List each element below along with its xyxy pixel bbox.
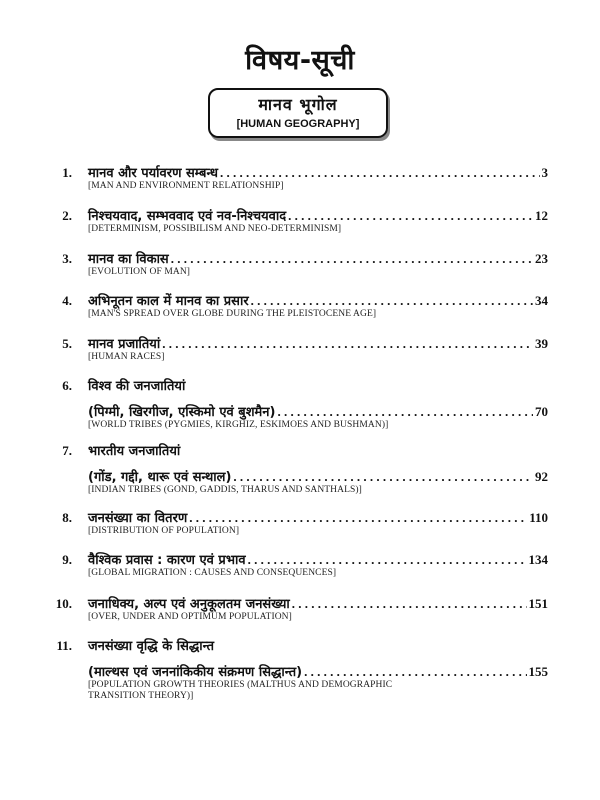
entry-number: 10. bbox=[55, 596, 72, 611]
entry-title: मानव प्रजातियां bbox=[88, 337, 161, 352]
entry-page: 34 bbox=[535, 293, 548, 308]
dot-leader bbox=[220, 165, 539, 181]
entry-english: [OVER, UNDER AND OPTIMUM POPULATION] bbox=[88, 612, 292, 622]
entry-page: 12 bbox=[535, 208, 548, 223]
entry-heading: विश्व की जनजातियां bbox=[88, 379, 186, 394]
entry-title-line bbox=[88, 291, 548, 309]
entry-number: 1. bbox=[62, 165, 72, 180]
entry-title: जनाधिक्य, अल्प एवं अनुकूलतम जनसंख्या bbox=[88, 597, 290, 612]
section-title-hindi: मानव भूगोल bbox=[258, 95, 338, 114]
entry-number: 8. bbox=[62, 510, 72, 525]
entry-page: 110 bbox=[529, 510, 548, 525]
section-title-english: [HUMAN GEOGRAPHY] bbox=[236, 118, 360, 130]
dot-leader bbox=[233, 469, 533, 485]
dot-leader bbox=[189, 510, 527, 526]
entry-page: 151 bbox=[528, 596, 548, 611]
entry-number: 5. bbox=[62, 336, 72, 351]
dot-leader bbox=[171, 251, 533, 267]
entry-english: [MAN'S SPREAD OVER GLOBE DURING THE PLEISTOCENE AGE] bbox=[88, 309, 377, 319]
entry-page: 134 bbox=[528, 552, 548, 567]
entry-title: मानव और पर्यावरण सम्बन्ध bbox=[88, 166, 219, 181]
entry-number: 9. bbox=[62, 552, 72, 567]
entry-english: [HUMAN RACES] bbox=[88, 352, 165, 362]
entry-english: [INDIAN TRIBES (GOND, GADDIS, THARUS AND SANTHALS)] bbox=[88, 485, 362, 495]
dot-leader bbox=[277, 404, 533, 420]
entry-english: [POPULATION GROWTH THEORIES (MALTHUS AND DEMOGRAPHIC bbox=[88, 680, 393, 690]
dot-leader bbox=[251, 293, 533, 309]
entry-title-line bbox=[88, 402, 548, 420]
entry-page: 23 bbox=[535, 251, 548, 266]
entry-heading: जनसंख्या वृद्धि के सिद्धान्त bbox=[88, 639, 215, 654]
entry-english-continued: TRANSITION THEORY)] bbox=[88, 691, 194, 701]
entry-english: [DISTRIBUTION OF POPULATION] bbox=[88, 526, 240, 536]
dot-leader bbox=[304, 664, 526, 680]
entry-title-line bbox=[88, 508, 548, 526]
entry-number: 6. bbox=[62, 378, 72, 393]
entry-page: 3 bbox=[541, 165, 548, 180]
entry-title-line bbox=[88, 163, 548, 181]
entry-title: (माल्थस एवं जननांकिकीय संक्रमण सिद्धान्त) bbox=[88, 665, 303, 680]
entry-title: (गोंड, गद्दी, थारू एवं सन्थाल) bbox=[88, 470, 232, 485]
entry-number: 7. bbox=[62, 443, 72, 458]
dot-leader bbox=[248, 552, 527, 568]
entry-title: वैश्विक प्रवास : कारण एवं प्रभाव bbox=[88, 553, 246, 568]
entry-number: 2. bbox=[62, 208, 72, 223]
entry-page: 70 bbox=[535, 404, 548, 419]
entry-english: [EVOLUTION OF MAN] bbox=[88, 267, 191, 277]
section-heading-box bbox=[208, 88, 388, 138]
entry-english: [WORLD TRIBES (PYGMIES, KIRGHIZ, ESKIMOES AND BUSHMAN)] bbox=[88, 420, 389, 430]
dot-leader bbox=[292, 596, 527, 612]
entry-number: 3. bbox=[62, 251, 72, 266]
dot-leader bbox=[162, 336, 533, 352]
entry-english: [GLOBAL MIGRATION : CAUSES AND CONSEQUENCES] bbox=[88, 568, 337, 578]
entry-english: [MAN AND ENVIRONMENT RELATIONSHIP] bbox=[88, 181, 284, 191]
entry-title: जनसंख्या का वितरण bbox=[88, 511, 188, 526]
entry-title-line bbox=[88, 550, 548, 568]
entry-number: 4. bbox=[62, 293, 72, 308]
entry-title-line bbox=[88, 594, 548, 612]
page-title: विषय-सूची bbox=[245, 45, 355, 76]
entry-heading: भारतीय जनजातियां bbox=[88, 444, 181, 459]
entry-title-line bbox=[88, 467, 548, 485]
entry-page: 92 bbox=[535, 469, 548, 484]
entry-english: [DETERMINISM, POSSIBILISM AND NEO-DETERMINISM] bbox=[88, 224, 342, 234]
dot-leader bbox=[288, 208, 533, 224]
entry-title: निश्चयवाद, सम्भववाद एवं नव-निश्चयवाद bbox=[88, 209, 287, 224]
entry-title: अभिनूतन काल में मानव का प्रसार bbox=[88, 294, 249, 309]
entry-title: मानव का विकास bbox=[88, 252, 169, 267]
entry-title: (पिग्मी, खिरगीज, एस्किमो एवं बुशमैन) bbox=[88, 405, 276, 420]
entry-title-line bbox=[88, 662, 548, 680]
entry-title-line bbox=[88, 334, 548, 352]
entry-page: 155 bbox=[528, 664, 548, 679]
entry-title-line bbox=[88, 249, 548, 267]
entry-page: 39 bbox=[535, 336, 548, 351]
entry-number: 11. bbox=[56, 638, 72, 653]
entry-title-line bbox=[88, 206, 548, 224]
